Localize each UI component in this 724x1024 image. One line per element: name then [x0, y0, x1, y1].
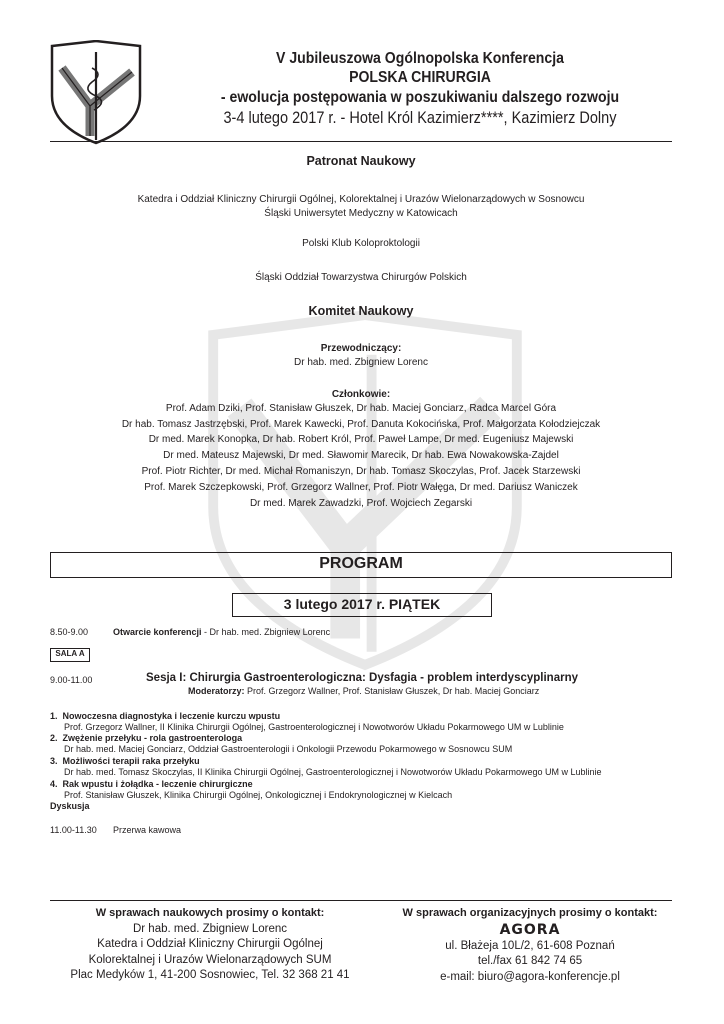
program-item: 1. Nowoczesna diagnostyka i leczenie kurczu wpustu Prof. Grzegorz Wallner, II Klinika Chirurgii Ogólnej, Gastroenterologicznej i Nowotworów Układu Pokarmowego UM w Lublinie	[50, 711, 564, 732]
conference-title-line3: - ewolucja postępowania w poszukiwaniu dalszego rozwoju	[220, 89, 620, 106]
conference-logo-icon	[46, 40, 146, 145]
member-line: Dr med. Marek Konopka, Dr hab. Robert Król, Prof. Paweł Lampe, Dr med. Eugeniusz Majewski	[148, 434, 574, 445]
chair-label: Przewodniczący:	[320, 343, 402, 354]
footer-left	[50, 906, 370, 984]
conference-date-venue: 3-4 lutego 2017 r. - Hotel Król Kazimierz****, Kazimierz Dolny	[223, 109, 617, 127]
footer-divider	[50, 900, 672, 901]
conference-title-line2: POLSKA CHIRURGIA	[349, 69, 491, 86]
opening-speaker: - Dr hab. med. Zbigniew Lorenc	[201, 627, 331, 637]
break-time: 11.00-11.30	[50, 825, 97, 835]
day-title: 3 lutego 2017 r. PIĄTEK	[283, 596, 441, 612]
moderators-names: Prof. Grzegorz Wallner, Prof. Stanisław Głuszek, Dr hab. Maciej Gonciarz	[244, 686, 540, 696]
moderators-label: Moderatorzy:	[188, 686, 245, 696]
member-line: Prof. Piotr Richter, Dr med. Michał Romaniszyn, Dr hab. Tomasz Skoczylas, Prof. Jacek Starzewski	[141, 466, 581, 477]
member-line: Prof. Adam Dziki, Prof. Stanisław Głuszek, Dr hab. Maciej Gonciarz, Radca Marcel Góra	[165, 403, 557, 414]
member-line: Dr med. Marek Zawadzki, Prof. Wojciech Zegarski	[249, 498, 473, 509]
opening-label: Otwarcie konferencji	[113, 627, 202, 637]
footer-left-title: W sprawach naukowych prosimy o kontakt:	[95, 907, 325, 919]
program-item: 2. Zwężenie przełyku - rola gastroenterologa Dr hab. med. Maciej Gonciarz, Oddział Gastroenterologii i Onkologii Przewodu Pokarmowego w Sosnowcu SUM	[50, 733, 513, 754]
footer-left-line: Dr hab. med. Zbigniew Lorenc	[132, 922, 288, 935]
komitet-title: Komitet Naukowy	[308, 304, 414, 318]
member-line: Dr hab. Tomasz Jastrzębski, Prof. Marek Kawecki, Prof. Danuta Kokocińska, Prof. Małgorzata Kołodziejczak	[121, 419, 601, 430]
session-time: 9.00-11.00	[50, 675, 93, 685]
member-line: Dr med. Mateusz Majewski, Dr med. Sławomir Marecik, Dr hab. Ewa Nowakowska-Zajdel	[163, 450, 559, 461]
footer-right-line: ul. Błażeja 10L/2, 61-608 Poznań	[445, 939, 615, 952]
patronat-line: Katedra i Oddział Kliniczny Chirurgii Ogólnej, Kolorektalnej i Urazów Wielonarządowych w Sosnowcu	[137, 194, 585, 205]
header-divider	[50, 141, 672, 142]
patronat-line: Śląski Oddział Towarzystwa Chirurgów Polskich	[255, 272, 467, 283]
opening-time: 8.50-9.00	[50, 627, 89, 637]
discussion-label: Dyskusja	[50, 801, 90, 811]
footer-right-title: W sprawach organizacyjnych prosimy o kontakt:	[402, 907, 658, 919]
room-label: SALA A	[55, 649, 85, 658]
program-title: PROGRAM	[319, 555, 403, 572]
members-label: Członkowie:	[331, 389, 391, 400]
conference-title-line1: V Jubileuszowa Ogólnopolska Konferencja	[276, 50, 564, 67]
member-line: Prof. Marek Szczepkowski, Prof. Grzegorz Wallner, Prof. Piotr Wałęga, Dr med. Dariusz Waniczek	[144, 482, 578, 493]
patronat-title: Patronat Naukowy	[306, 154, 416, 168]
footer-left-line: Katedra i Oddział Kliniczny Chirurgii Ogólnej	[97, 938, 323, 950]
chair-name: Dr hab. med. Zbigniew Lorenc	[294, 357, 428, 368]
footer-left-line: Kolorektalnej i Urazów Wielonarządowych SUM	[88, 953, 332, 966]
session-title: Sesja I: Chirurgia Gastroenterologiczna: Dysfagia - problem interdyscyplinarny	[146, 672, 578, 684]
footer-right-line: e-mail: biuro@agora-konferencje.pl	[440, 970, 620, 983]
patronat-line: Polski Klub Koloproktologii	[302, 238, 420, 249]
agora-logo: AGORA	[499, 921, 561, 938]
patronat-line: Śląski Uniwersytet Medyczny w Katowicach	[264, 208, 458, 219]
program-item: 4. Rak wpustu i żołądka - leczenie chirurgiczne Prof. Stanisław Głuszek, Klinika Chirurgii Ogólnej, Onkologicznej i Endokrynologicznej w Kielcach	[50, 779, 453, 800]
footer-left-line: Plac Medyków 1, 41-200 Sosnowiec, Tel. 32 368 21 41	[70, 969, 350, 981]
program-item: 3. Możliwości terapii raka przełyku Dr hab. med. Tomasz Skoczylas, II Klinika Chirurgii Ogólnej, Gastroenterologicznej i Nowotworów Układu Pokarmowego UM w Lublinie	[50, 756, 602, 777]
footer-right	[380, 906, 680, 985]
footer-right-line: tel./fax 61 842 74 65	[477, 955, 583, 967]
break-label: Przerwa kawowa	[113, 825, 182, 835]
